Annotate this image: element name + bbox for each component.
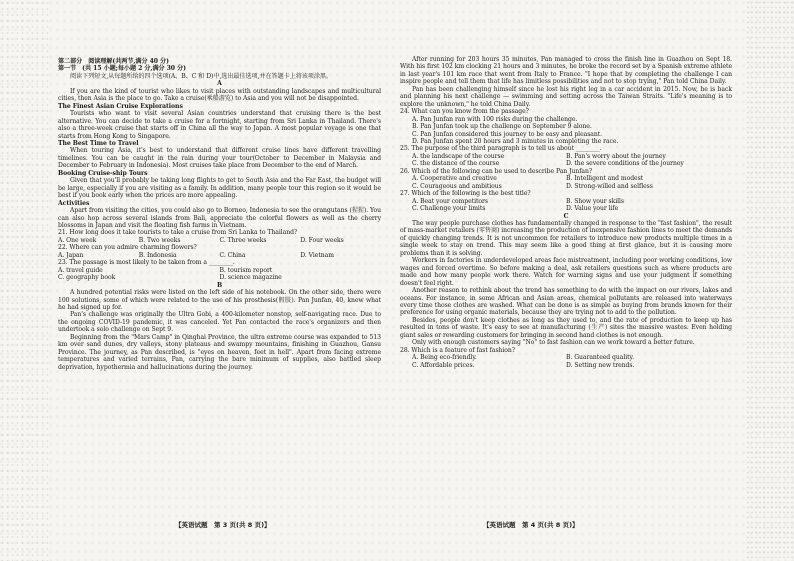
q25-option-b[interactable]: B. Pan's worry about the journey xyxy=(566,152,666,160)
question-24-options xyxy=(400,116,732,146)
q23-option-a[interactable]: A. travel guide xyxy=(58,266,103,274)
q27-option-c[interactable]: C. Challenge your limits xyxy=(412,205,486,213)
q22-option-b[interactable]: B. Indonesia xyxy=(138,251,177,259)
q23-option-c[interactable]: C. geography book xyxy=(58,274,116,282)
passage-a-heading-1: The Finest Asian Cruise Explorations xyxy=(58,102,183,110)
passage-b-para-2: Pan's challenge was originally the Ultra Gobi, a 400-kilometer nonstop, self-navigating race. Due to the ongoing COVID-19 pandemic, it was canceled. Yet Pan contacted the race's organizers and then undertook a solo challenge on Sept 9. xyxy=(58,311,381,334)
question-26-options xyxy=(400,175,732,190)
q26-option-a[interactable]: A. Cooperative and creative xyxy=(412,175,497,183)
q24-option-d[interactable]: D. Pan Junfan spent 20 hours and 3 minutes in completing the race. xyxy=(412,137,619,145)
question-21-options xyxy=(58,237,381,244)
question-23-options xyxy=(58,267,381,282)
passage-a-para-1: Tourists who want to visit several Asian countries understand that cruising there is the best alternative. You can decide to take a cruise for a fortnight, starting from Sri Lanka in Thailand. There's also a three-week cruise that starts off in China all the way to Japan. A most popular voyage is one that starts from Hong Kong to Singapore. xyxy=(58,110,381,140)
left-column xyxy=(58,58,381,371)
passage-c-para-2: Workers in factories in underdeveloped areas face mistreatment, including poor working conditions, low wages and forced overtime. So before making a deal, ask retailers questions such as where products are made and how many people work there. Watch for warning signs and use your judgment if something doesn't feel right. xyxy=(400,257,732,287)
question-28-stem: 28. Which is a feature of fast fashion? xyxy=(400,346,516,354)
q24-option-c[interactable]: C. Pan Junfan considered this journey to be easy and pleasant. xyxy=(412,130,603,138)
q28-option-c[interactable]: C. Affordable prices. xyxy=(412,361,475,369)
passage-a-heading-4: Activities xyxy=(58,199,90,207)
q27-option-d[interactable]: D. Value your life xyxy=(566,205,619,213)
q21-option-a[interactable]: A. One week xyxy=(58,236,97,244)
q26-option-b[interactable]: B. Intelligent and modest xyxy=(566,175,644,183)
q28-option-d[interactable]: D. Setting new trends. xyxy=(566,361,635,369)
question-25-options xyxy=(400,153,732,168)
q21-option-d[interactable]: D. Four weeks xyxy=(300,236,344,244)
q23-option-b[interactable]: B. tourism report xyxy=(219,266,273,274)
passage-a-heading-2: The Best Time to Travel xyxy=(58,139,139,147)
passage-a-para-2: When touring Asia, it's best to understand that different cruise lines have different travelling timelines. You can be caught in the rain during your tour(October to December in Malaysia and December to February in Indonesia). Most cruises take place from December to the end of March. xyxy=(58,147,381,170)
question-24-stem: 24. What can you know from the passage? xyxy=(400,108,529,116)
passage-a-intro: If you are the kind of tourist who likes to visit places with outstanding landscapes and multicultural cities, then Asia is the place to go. Take a cruise(乘船游览) to Asia and you will not be disappointed. xyxy=(58,87,381,103)
q27-option-b[interactable]: B. Show your skills xyxy=(566,197,625,205)
question-23-stem: 23. The passage is most likely to be taken from a ________. xyxy=(58,259,235,267)
passage-c-para-4: Besides, people don't keep clothes as long as they used to, and the rate of production to keep up has resulted in tons of waste. It's easy to see at manufacturing (生产) sites the massive wastes. Even holding giant sales or rewarding customers for bringing in second hand clothes is not enough. xyxy=(400,316,732,339)
q24-option-a[interactable]: A. Pan Junfan ran with 100 risks during the challenge. xyxy=(412,115,578,123)
question-27-stem: 27. Which of the following is the best title? xyxy=(400,190,531,198)
left-page-footer: 【英语试题 第 3 页(共 8 页)】 xyxy=(175,521,271,529)
question-25-stem: 25. The purpose of the third paragraph is to tell us about ________. xyxy=(400,145,602,153)
part-title: 第二部分 阅读理解(共两节,满分 40 分) xyxy=(58,58,169,65)
scan-noise-left xyxy=(0,0,52,561)
passage-a-heading-3: Booking Cruise-ship Tours xyxy=(58,169,148,177)
q22-option-a[interactable]: A. Japan xyxy=(58,251,84,259)
instruction: 阅读下列短文,从每题所给的四个选项(A、B、C 和 D)中,选出最佳选项,并在答题卡上将该项涂黑。 xyxy=(70,72,332,80)
passage-c-para-5: Only with enough customers saying "No" to fast fashion can we work toward a better future. xyxy=(412,339,695,347)
q27-option-a[interactable]: A. Beat your competitors xyxy=(412,197,488,205)
right-column xyxy=(400,56,732,369)
q25-option-c[interactable]: C. the distance of the course xyxy=(412,160,500,168)
question-27-options xyxy=(400,198,732,213)
question-22-stem: 22. Where can you admire charming flowers? xyxy=(58,244,197,252)
question-26-stem: 26. Which of the following can be used to describe Pan Junfan? xyxy=(400,167,593,175)
passage-a-para-3: Given that you'll probably be taking long flights to get to South Asia and the Far East, the budget will be large, especially if you are visiting as a family. In addition, many people tour this region so it would be best if you book early when the prices are more appealing. xyxy=(58,177,381,200)
passage-a-letter: A xyxy=(217,80,222,88)
question-22-options xyxy=(58,252,381,259)
q28-option-b[interactable]: B. Guaranteed quality. xyxy=(566,354,635,362)
question-21-stem: 21. How long does it take tourists to take a cruise from Sri Lanka to Thailand? xyxy=(58,229,298,237)
right-page-footer: 【英语试题 第 4 页(共 8 页)】 xyxy=(483,521,579,529)
q26-option-d[interactable]: D. Strong-willed and selfless xyxy=(566,182,653,190)
passage-c-para-1: The way people purchase clothes has fundamentally changed in response to the "fast fashion", the result of mass-market retailers (零售商) increasing the production of inexpensive fashion lines to meet the demands of quickly changing trends. It is not uncommon for retailers to introduce new products multiple times in a single week to stay on trend. This may seem like a good thing at first glance, but it is causing more problems than it is solving. xyxy=(400,219,732,257)
question-28-options xyxy=(400,354,732,369)
passage-b-para-1: A hundred potential risks were listed on the left side of his notebook. On the other side, there were 100 solutions, some of which were related to the use of his prosthesis(假肢). Pan Junfan, 40, knew what he had signed up for. xyxy=(58,289,381,311)
passage-a-para-4: Apart from visiting the cities, you could also go to Borneo, Indonesia to see the orangutans (猩猩). You can also hop across several islands from Bali, appreciate the colorful flowers as well as the cherry blossoms in Japan and visit the floating fish farms in Vietnam. xyxy=(58,207,381,229)
q25-option-a[interactable]: A. the landscape of the course xyxy=(412,152,505,160)
scan-noise-right xyxy=(746,0,794,561)
q23-option-d[interactable]: D. science magazine xyxy=(219,274,282,282)
passage-b-letter: B xyxy=(216,281,223,289)
q22-option-c[interactable]: C. China xyxy=(219,251,246,259)
q28-option-a[interactable]: A. Being eco-friendly. xyxy=(412,354,477,362)
q21-option-c[interactable]: C. Three weeks xyxy=(219,236,267,244)
q22-option-d[interactable]: D. Vietnam xyxy=(300,251,334,259)
q24-option-b[interactable]: B. Pan Junfan took up the challenge on September 9 alone. xyxy=(412,123,592,131)
passage-c-para-3: Another reason to rethink about the trend has something to do with the impact on our rivers, lakes and oceans. For instance, in some African and Asian areas, chemical pollutants are released into waterways every time those clothes are washed. What can be done is as simple as buying from brands known for their preference for using organic materials, because they are trying not to add to the pollution. xyxy=(400,287,732,317)
passage-b-para-3: Beginning from the "Mars Camp" in Qinghai Province, the ultra extreme course was expanded to 513 km over sand dunes, dry valleys, stony plateaus and swampy mountains, finishing in Guazhou, Gansu Province. The journey, as Pan described, is "eyes on heaven, feet in hell". Apart from facing extreme temperatures and varied terrains, Pan, carrying the bare minimum of supplies, also battled sleep deprivation, hypothermia and hallucinations during the journey. xyxy=(58,333,381,371)
passage-b-para-5: Pan has been challenging himself since he lost his right leg in a car accident in 2015. Now, he is back and planning his next challenge — swimming and setting across the Taiwan Straits. "Life's meaning is to explore the unknown," he told China Daily. xyxy=(400,85,732,108)
q21-option-b[interactable]: B. Two weeks xyxy=(138,236,181,244)
q26-option-c[interactable]: C. Courageous and ambitious xyxy=(412,182,502,190)
passage-c-letter: C xyxy=(563,212,569,220)
section-title: 第一节 (共 15 小题;每小题 2 分,满分 30 分) xyxy=(58,65,186,73)
q25-option-d[interactable]: D. the severe conditions of the journey xyxy=(566,160,684,168)
passage-b-para-4: After running for 203 hours 35 minutes, Pan managed to cross the finish line in Guazhou on Sept 18. With his first 102 km clocking 21 hours and 3 minutes, he broke the record set by a Spanish extreme athlete in last year's 101 km race that went from Italy to France. "I hope that by completing the challenge I can inspire people and tell them that life has limitless possibilities and not to stop trying," Pan told China Daily. xyxy=(400,56,732,86)
